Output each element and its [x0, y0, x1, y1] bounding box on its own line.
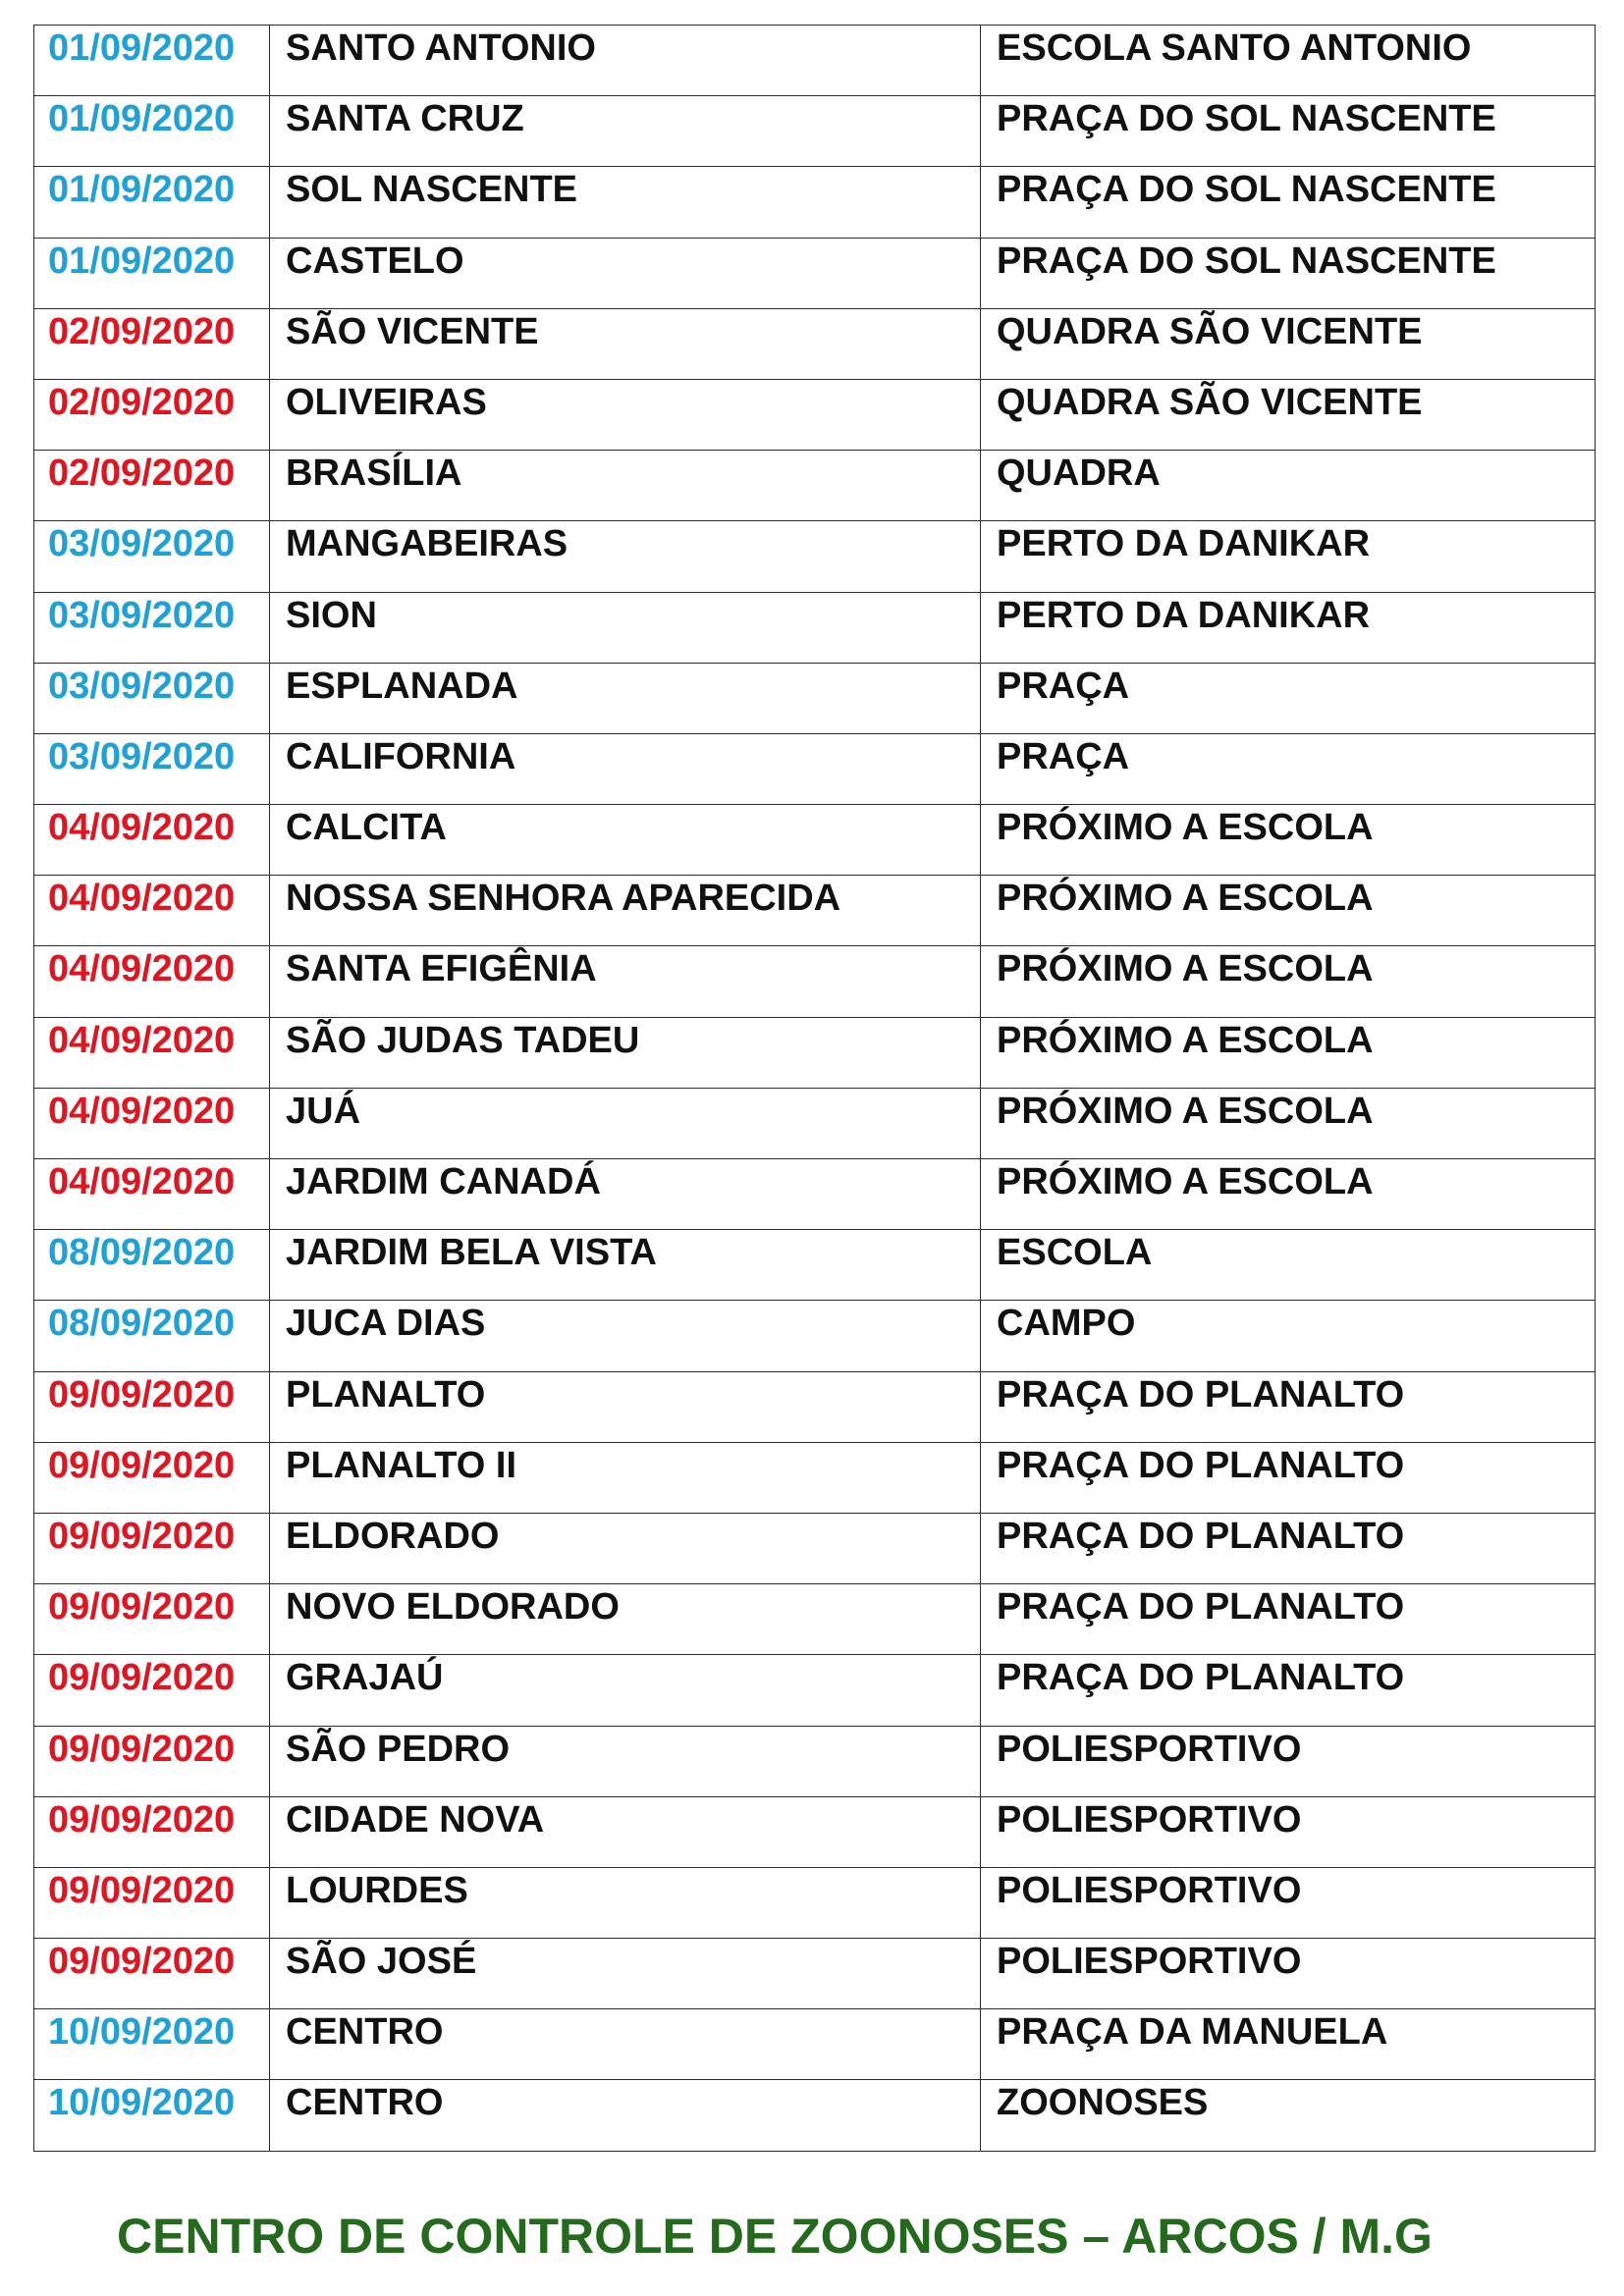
neighborhood-cell: CALIFORNIA	[270, 733, 981, 804]
location-cell: PRAÇA DO SOL NASCENTE	[981, 96, 1596, 167]
location-cell: PRAÇA DO PLANALTO	[981, 1442, 1596, 1513]
neighborhood-cell: NOVO ELDORADO	[270, 1584, 981, 1655]
neighborhood-cell: SÃO JOSÉ	[270, 1939, 981, 2009]
neighborhood-cell: JUÁ	[270, 1088, 981, 1158]
neighborhood-cell: GRAJAÚ	[270, 1655, 981, 1726]
location-cell: POLIESPORTIVO	[981, 1796, 1596, 1867]
date-cell: 10/09/2020	[34, 2009, 270, 2080]
table-row	[34, 876, 1596, 946]
location-cell: ZOONOSES	[981, 2080, 1596, 2151]
date-cell: 04/09/2020	[34, 946, 270, 1017]
neighborhood-cell: SANTO ANTONIO	[270, 26, 981, 96]
table-row	[34, 1867, 1596, 1938]
schedule-table-body	[34, 26, 1596, 2152]
date-cell: 01/09/2020	[34, 26, 270, 96]
table-row	[34, 2080, 1596, 2151]
table-row	[34, 1584, 1596, 1655]
neighborhood-cell: ESPLANADA	[270, 663, 981, 733]
date-cell: 02/09/2020	[34, 308, 270, 379]
location-cell: QUADRA SÃO VICENTE	[981, 379, 1596, 450]
location-cell: PRAÇA DA MANUELA	[981, 2009, 1596, 2080]
table-row	[34, 1371, 1596, 1442]
neighborhood-cell: MANGABEIRAS	[270, 521, 981, 592]
location-cell: POLIESPORTIVO	[981, 1726, 1596, 1796]
date-cell: 04/09/2020	[34, 1088, 270, 1158]
location-cell: PRAÇA	[981, 733, 1596, 804]
neighborhood-cell: SION	[270, 592, 981, 663]
table-row	[34, 1655, 1596, 1726]
neighborhood-cell: LOURDES	[270, 1867, 981, 1938]
location-cell: PERTO DA DANIKAR	[981, 592, 1596, 663]
location-cell: QUADRA SÃO VICENTE	[981, 308, 1596, 379]
table-row	[34, 1017, 1596, 1088]
location-cell: PRAÇA DO SOL NASCENTE	[981, 238, 1596, 308]
neighborhood-cell: BRASÍLIA	[270, 451, 981, 521]
date-cell: 10/09/2020	[34, 2080, 270, 2151]
table-row	[34, 167, 1596, 238]
date-cell: 02/09/2020	[34, 379, 270, 450]
neighborhood-cell: SOL NASCENTE	[270, 167, 981, 238]
schedule-table	[33, 25, 1596, 2152]
footer-title: CENTRO DE CONTROLE DE ZOONOSES – ARCOS / M.G	[117, 2209, 1433, 2264]
neighborhood-cell: PLANALTO	[270, 1371, 981, 1442]
table-row	[34, 1230, 1596, 1301]
neighborhood-cell: JARDIM CANADÁ	[270, 1159, 981, 1230]
table-row	[34, 1088, 1596, 1158]
location-cell: CAMPO	[981, 1301, 1596, 1371]
location-cell: PRÓXIMO A ESCOLA	[981, 1017, 1596, 1088]
neighborhood-cell: NOSSA SENHORA APARECIDA	[270, 876, 981, 946]
location-cell: ESCOLA	[981, 1230, 1596, 1301]
neighborhood-cell: SÃO VICENTE	[270, 308, 981, 379]
date-cell: 04/09/2020	[34, 876, 270, 946]
location-cell: PRÓXIMO A ESCOLA	[981, 946, 1596, 1017]
table-row	[34, 1159, 1596, 1230]
table-row	[34, 1301, 1596, 1371]
date-cell: 09/09/2020	[34, 1584, 270, 1655]
location-cell: PRÓXIMO A ESCOLA	[981, 1088, 1596, 1158]
date-cell: 09/09/2020	[34, 1655, 270, 1726]
neighborhood-cell: CALCITA	[270, 805, 981, 876]
location-cell: PRAÇA DO SOL NASCENTE	[981, 167, 1596, 238]
location-cell: PRÓXIMO A ESCOLA	[981, 1159, 1596, 1230]
date-cell: 01/09/2020	[34, 238, 270, 308]
neighborhood-cell: OLIVEIRAS	[270, 379, 981, 450]
date-cell: 08/09/2020	[34, 1230, 270, 1301]
location-cell: ESCOLA SANTO ANTONIO	[981, 26, 1596, 96]
neighborhood-cell: SÃO PEDRO	[270, 1726, 981, 1796]
date-cell: 01/09/2020	[34, 167, 270, 238]
table-row	[34, 1939, 1596, 2009]
date-cell: 03/09/2020	[34, 521, 270, 592]
date-cell: 03/09/2020	[34, 592, 270, 663]
table-row	[34, 946, 1596, 1017]
neighborhood-cell: CASTELO	[270, 238, 981, 308]
date-cell: 04/09/2020	[34, 1159, 270, 1230]
location-cell: PRAÇA	[981, 663, 1596, 733]
date-cell: 08/09/2020	[34, 1301, 270, 1371]
date-cell: 09/09/2020	[34, 1726, 270, 1796]
location-cell: PRAÇA DO PLANALTO	[981, 1655, 1596, 1726]
date-cell: 01/09/2020	[34, 96, 270, 167]
location-cell: PRÓXIMO A ESCOLA	[981, 805, 1596, 876]
table-row	[34, 1442, 1596, 1513]
neighborhood-cell: SANTA CRUZ	[270, 96, 981, 167]
location-cell: POLIESPORTIVO	[981, 1939, 1596, 2009]
table-row	[34, 238, 1596, 308]
date-cell: 03/09/2020	[34, 663, 270, 733]
date-cell: 04/09/2020	[34, 1017, 270, 1088]
table-row	[34, 26, 1596, 96]
table-row	[34, 733, 1596, 804]
table-row	[34, 592, 1596, 663]
table-row	[34, 1513, 1596, 1583]
table-row	[34, 1796, 1596, 1867]
neighborhood-cell: JUCA DIAS	[270, 1301, 981, 1371]
date-cell: 02/09/2020	[34, 451, 270, 521]
location-cell: QUADRA	[981, 451, 1596, 521]
neighborhood-cell: CIDADE NOVA	[270, 1796, 981, 1867]
neighborhood-cell: JARDIM BELA VISTA	[270, 1230, 981, 1301]
table-row	[34, 308, 1596, 379]
table-row	[34, 2009, 1596, 2080]
neighborhood-cell: CENTRO	[270, 2009, 981, 2080]
date-cell: 04/09/2020	[34, 805, 270, 876]
date-cell: 09/09/2020	[34, 1867, 270, 1938]
table-row	[34, 521, 1596, 592]
date-cell: 09/09/2020	[34, 1442, 270, 1513]
table-row	[34, 663, 1596, 733]
table-row	[34, 805, 1596, 876]
date-cell: 09/09/2020	[34, 1796, 270, 1867]
location-cell: PRAÇA DO PLANALTO	[981, 1584, 1596, 1655]
table-row	[34, 379, 1596, 450]
date-cell: 09/09/2020	[34, 1939, 270, 2009]
location-cell: PRÓXIMO A ESCOLA	[981, 876, 1596, 946]
date-cell: 09/09/2020	[34, 1513, 270, 1583]
location-cell: PRAÇA DO PLANALTO	[981, 1371, 1596, 1442]
table-row	[34, 451, 1596, 521]
location-cell: POLIESPORTIVO	[981, 1867, 1596, 1938]
neighborhood-cell: SÃO JUDAS TADEU	[270, 1017, 981, 1088]
neighborhood-cell: SANTA EFIGÊNIA	[270, 946, 981, 1017]
date-cell: 03/09/2020	[34, 733, 270, 804]
table-row	[34, 1726, 1596, 1796]
table-row	[34, 96, 1596, 167]
date-cell: 09/09/2020	[34, 1371, 270, 1442]
neighborhood-cell: ELDORADO	[270, 1513, 981, 1583]
location-cell: PERTO DA DANIKAR	[981, 521, 1596, 592]
location-cell: PRAÇA DO PLANALTO	[981, 1513, 1596, 1583]
neighborhood-cell: PLANALTO II	[270, 1442, 981, 1513]
neighborhood-cell: CENTRO	[270, 2080, 981, 2151]
